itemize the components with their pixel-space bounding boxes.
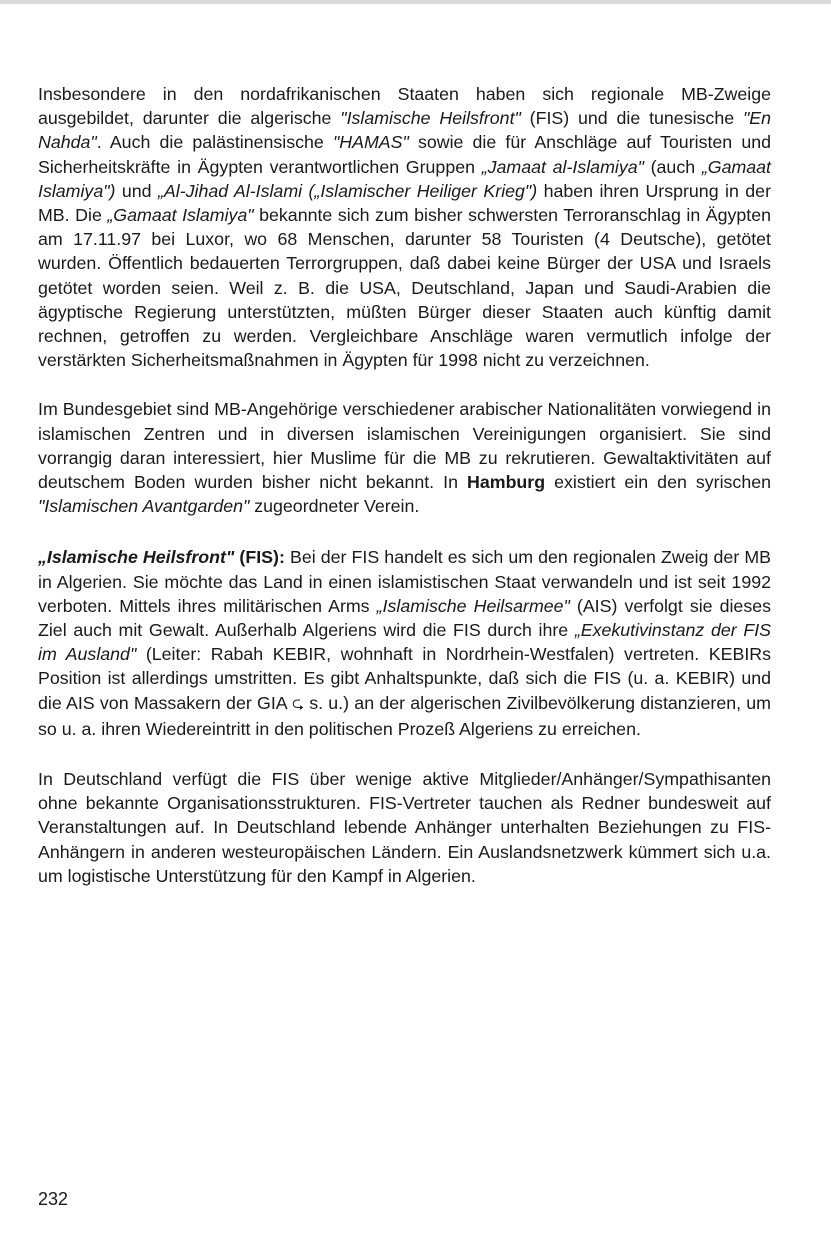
cross-reference-arrow-icon: ⮎ xyxy=(291,694,304,712)
term-hamas: "HAMAS" xyxy=(332,132,409,153)
paragraph-fis xyxy=(38,545,771,741)
text-run: Insbesondere in den nordafrikanischen Staaten haben sich regionale MB-Zweige ausgebildet, darunter die algerische xyxy=(38,84,771,129)
text-run: Im Bundesgebiet sind MB-Angehörige verschiedener arabischer Nationalitäten vorwiegend in islamischen Zentren und in diversen islamischen Vereinigungen organisiert. Sie sind vorrangig daran interessiert, hier Muslime für die MB zu rekrutieren. Gewaltaktivitäten auf deutschem Boden wurden bisher nicht bekannt. In xyxy=(38,399,771,493)
term-gamaat-islamiya: „Gamaat Islamiya" xyxy=(107,205,254,226)
text-run: (auch xyxy=(643,156,702,177)
term-en-nahda: "En Nahda" xyxy=(38,108,771,153)
term-al-jihad: „Al-Jihad Al-Islami („Islamischer Heiliger Krieg") xyxy=(157,180,538,201)
term-exekutivinstanz: „Exekutivinstanz der FIS im Ausland" xyxy=(38,620,771,665)
text-run: haben ihren Ursprung in der MB. Die xyxy=(38,180,771,226)
text-run: (AIS) verfolgt sie dieses Ziel auch mit Gewalt. Außerhalb Algeriens wird die FIS durch ihre xyxy=(38,595,771,641)
paragraph-mb-north-africa xyxy=(38,82,771,372)
term-gamaat-islamiya: „Gamaat Islamiya") xyxy=(38,156,771,201)
term-jamaat-al-islamiya: „Jamaat al-Islamiya" xyxy=(481,156,644,177)
document-body xyxy=(38,82,771,914)
page-number: 232 xyxy=(38,1189,69,1209)
term-hamburg: Hamburg xyxy=(467,472,546,493)
text-run: sowie die für Anschläge auf Touristen und Sicherheitskräfte in Ägypten verantwortlichen Gruppen xyxy=(38,132,771,177)
term-islamischen-avantgarden: "Islamischen Avantgarden" xyxy=(38,496,250,517)
text-run: und xyxy=(115,180,158,201)
text-run: In Deutschland verfügt die FIS über wenige aktive Mitglieder/Anhänger/Sympathisanten ohne bekannte Organisationsstrukturen. FIS-Vertreter tauchen als Redner bundesweit auf Veranstaltungen auf. In Deutschland lebende Anhänger unterhalten Beziehungen zu FIS-Anhängern in anderen westeuropäischen Ländern. Ein Auslandsnetzwerk kümmert sich u.a. um logistische Unterstützung für den Kampf in Algerien. xyxy=(38,769,771,886)
paragraph-fis-germany xyxy=(38,767,771,888)
text-run: s. u.) an der algerischen Zivilbevölkerung distanzieren, um so u. a. ihren Wiedereintritt in den politischen Prozeß Algeriens zu erreichen. xyxy=(38,692,771,739)
text-run: (Leiter: Rabah KEBIR, wohnhaft in Nordrhein-Westfalen) vertreten. KEBIRs Position ist allerdings umstritten. Es gibt Anhaltspunkte, daß sich die FIS (u. a. KEBIR) und die AIS von Massakern der GIA xyxy=(38,644,771,713)
text-run: bekannte sich zum bisher schwersten Terroranschlag in Ägypten am 17.11.97 bei Luxor, wo 68 Menschen, darunter 58 Touristen (4 Deutsche), getötet wurden. Öffentlich bedauerten Terrorgruppen, daß dabei keine Bürger der USA und Israels getötet worden seien. Weil z. B. die USA, Deutschland, Japan und Saudi-Arabien die ägyptische Regierung unterstützten, müßten Bürger dieser Staaten auch künftig damit rechnen, getroffen zu werden. Vergleichbare Anschläge waren vermutlich infolge der verstärkten Sicherheitsmaßnahmen in Ägypten für 1998 nicht zu verzeichnen. xyxy=(38,205,771,371)
text-run: . Auch die palästinensische xyxy=(96,132,333,153)
term-islamische-heilsarmee: „Islamische Heilsarmee" xyxy=(376,595,570,616)
text-run: (FIS) und die tunesische xyxy=(520,108,743,129)
top-border xyxy=(0,0,831,4)
heading-islamische-heilsfront: „Islamische Heilsfront" xyxy=(38,547,235,568)
paragraph-federal-territory xyxy=(38,397,771,518)
text-run: existiert ein den syrischen xyxy=(545,472,771,493)
heading-fis-abbrev: (FIS): xyxy=(234,547,285,568)
text-run: Bei der FIS handelt es sich um den regionalen Zweig der MB in Algerien. Sie möchte das Land in einen islamistischen Staat verwandeln und ist seit 1992 verboten. Mittels ihres militärischen Arms xyxy=(38,547,772,616)
term-islamische-heilsfront: "Islamische Heilsfront" xyxy=(340,108,521,129)
text-run: zugeordneter Verein. xyxy=(249,496,420,517)
